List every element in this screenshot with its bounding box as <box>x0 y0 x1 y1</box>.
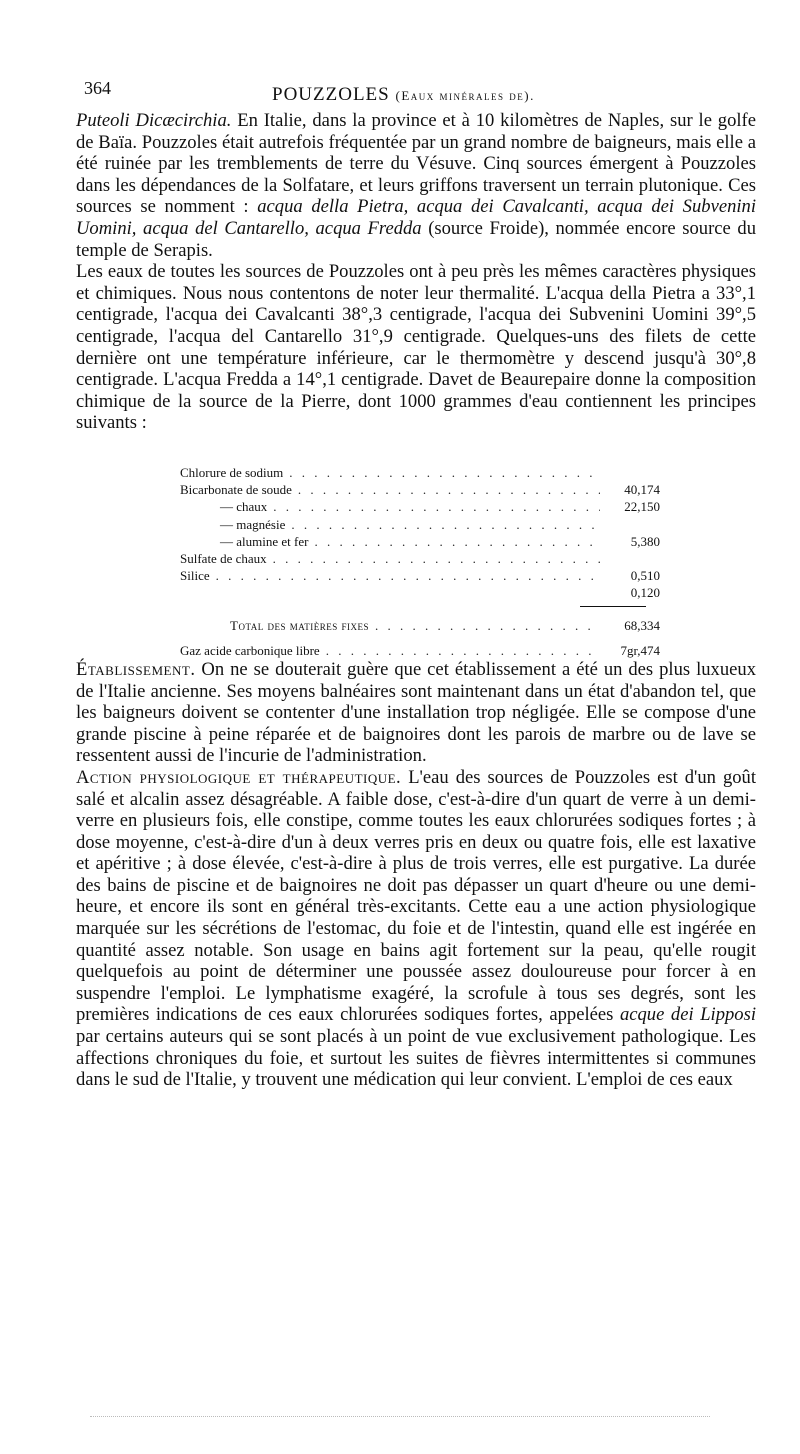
table-row <box>180 567 660 584</box>
gas-row <box>180 642 660 659</box>
row-label: — alumine et fer <box>220 533 309 549</box>
intro-tail: (source Froide), nommée encore source du temple de Serapis. <box>76 217 756 261</box>
total-label: Total des matières fixes <box>230 617 369 633</box>
row-value: 5,380 <box>630 533 660 549</box>
running-header <box>76 70 756 110</box>
row-label: Sulfate de chaux <box>180 550 267 566</box>
table-row <box>180 516 660 533</box>
intro-text: En Italie, dans la province et à 10 kilomètres de Naples, sur le golfe de Baïa. Pouzzoles était autrefois fréquentée par un grand nombre de baigneurs, mais elle a été ruinée par les tremblements de terre du Vésuve. Cinq sources émergent à Pouzzoles dans les dépendances de la Solfatare, et leurs griffons traversent un terrain plutonique. Ces sources se nomment : <box>76 110 756 218</box>
row-label: — chaux <box>220 499 268 515</box>
paragraph-intro <box>76 110 756 261</box>
section-text: On ne se douterait guère que cet établissement a été un des plus luxueux de l'Italie ancienne. Ses moyens balnéaires sont maintenant dans un état d'abandon tel, que les baigneurs doivent se contenter d'une installation trop négligée. Elle se compose d'une grande piscine à peine réparée et de baignoires dont les parois de marbre ou de lave se ressentent aussi de l'incurie de l'administration. <box>76 658 756 767</box>
row-value: 22,150 <box>624 499 660 515</box>
row-value: 40,174 <box>624 482 660 498</box>
gas-value: 7gr,474 <box>620 642 660 658</box>
composition-table <box>180 464 660 659</box>
section-lead: Établissement. <box>76 658 196 680</box>
intro-source-names: acqua della Pietra, acqua dei Cavalcanti, acqua dei Subvenini Uomini, acqua del Cantarello, acqua Fredda <box>76 196 756 239</box>
paragraph-thermalite: Les eaux de toutes les sources de Pouzzoles ont à peu près les mêmes caractères physiques et chimiques. Nous nous contentons de noter leur thermalité. L'acqua della Pietra a 33°,1 centigrade, l'acqua dei Cavalcanti 38°,3 centigrade, l'acqua dei Subvenini Uomini 39°,5 centigrade, l'acqua del Cantarello 31°,9 centigrade. Quelques-uns des filets de cette dernière ont une température inférieure, car le thermomètre y descend jusqu'à 30°,8 centigrade. L'acqua Fredda a 14°,1 centigrade. Davet de Beaurepaire donne la composition chimique de la source de la Pierre, dont 1000 grammes d'eau contiennent les principes suivants : <box>76 261 756 434</box>
row-label: Chlorure de sodium <box>180 464 284 480</box>
section-tail: par certains auteurs qui se sont placés à un point de vue exclusivement pathologique. Les affections chroniques du foie, et surtout les suites de fièvres intermittentes si communes dans le sud de l'Italie, y trouvent une médication qui leur convient. L'emploi de ces eaux <box>76 1026 756 1091</box>
row-label: Bicarbonate de soude <box>180 482 292 498</box>
paragraph-etablissement <box>76 659 756 767</box>
bottom-margin-mark <box>90 1416 710 1420</box>
row-label: — magnésie <box>220 516 286 532</box>
total-value: 68,334 <box>624 617 660 633</box>
table-row <box>180 498 660 515</box>
table-row <box>180 533 660 550</box>
document-page <box>76 70 756 1091</box>
section-lead: Action physiologique et thérapeutique. <box>76 766 402 788</box>
total-row <box>180 617 660 634</box>
page-title <box>272 84 535 106</box>
page-number: 364 <box>84 78 111 98</box>
intro-lead: Puteoli Dicæcirchia. <box>76 110 232 131</box>
table-row <box>180 481 660 498</box>
table-row <box>180 550 660 567</box>
italic-term: acque dei Lipposi <box>619 1004 756 1026</box>
table-row <box>180 584 660 601</box>
table-row <box>180 464 660 481</box>
paragraph-action <box>76 767 756 1091</box>
row-value: 0,120 <box>630 585 660 601</box>
row-value: 0,510 <box>630 568 660 584</box>
row-label: Silice <box>180 568 210 584</box>
title-sub: (Eaux minérales de). <box>395 88 535 103</box>
section-text: L'eau des sources de Pouzzoles est d'un goût salé et alcalin assez désagréable. A faible dose, c'est-à-dire d'un quart de verre à un demi-verre en plusieurs fois, elle constipe, comme toutes les eaux chlorurées sodiques fortes ; à dose moyenne, c'est-à-dire d'un à deux verres pris en deux ou quatre fois, elle est laxative et apéritive ; à dose élevée, c'est-à-dire à plus de trois verres, elle est purgative. La durée des bains de piscine et de baignoires ne doit pas dépasser un quart d'heure ou une demi-heure, et encore ils sont en général très-excitants. Cette eau a une action physiologique marquée sur les sécrétions de l'estomac, du foie et de l'intestin, quand elle est ingérée en quantité assez notable. Son usage en bains agit fortement sur la peau, qu'elle rougit quelquefois au point de déterminer une poussée assez douloureuse pour forcer à en suspendre l'emploi. Le lymphatisme exagéré, la scrofule à tous ses degrés, sont les premières indications de ces eaux chlorurées sodiques fortes, appelées <box>76 766 757 1026</box>
gas-label: Gaz acide carbonique libre <box>180 642 320 658</box>
title-main: POUZZOLES <box>272 84 390 105</box>
total-rule <box>580 606 646 607</box>
